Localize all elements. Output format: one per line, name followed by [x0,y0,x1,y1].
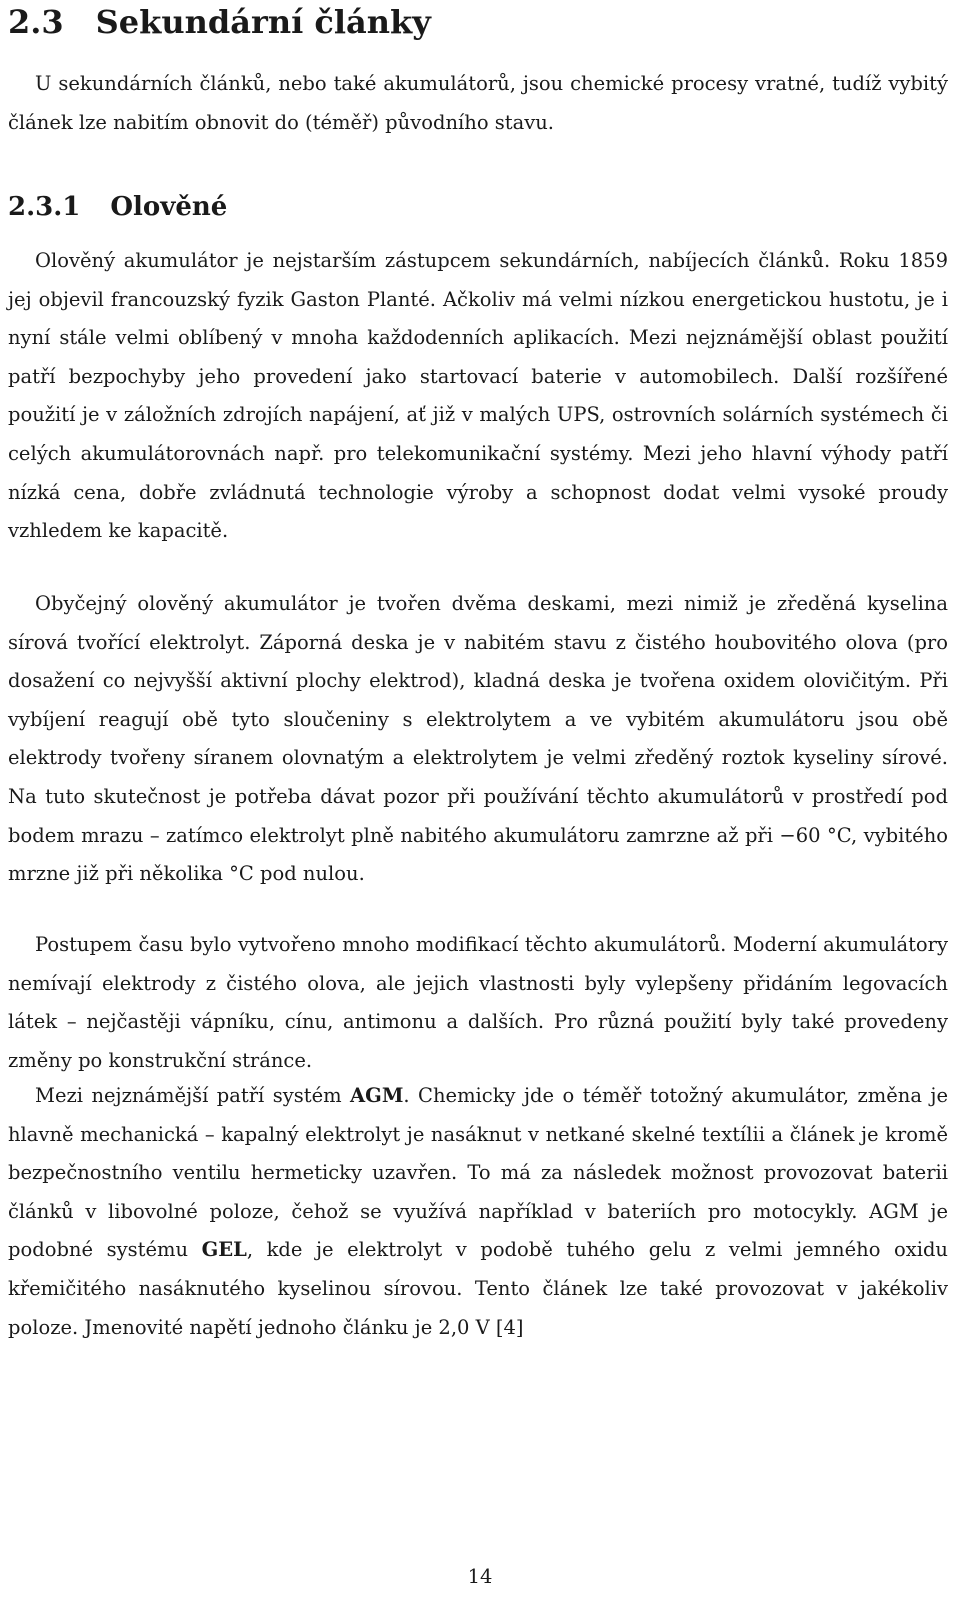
section-intro-paragraph: U sekundárních článků, nebo také akumulátorů, jsou chemické procesy vratné, tudíž vybitý článek lze nabitím obnovit do (téměř) původního stavu. [8,72,948,134]
section-heading [8,0,948,46]
subsection-number: 2.3.1 [8,192,81,222]
section-title: Sekundární články [95,3,431,41]
section-number: 2.3 [8,3,64,41]
gel-term: GEL [201,1238,247,1262]
paragraph-construction: Obyčejný olověný akumulátor je tvořen dvěma deskami, mezi nimiž je zředěná kyselina sírová tvořící elektrolyt. Záporná deska je v nabitém stavu z čistého houbovitého olova (pro dosažení co nejvyšší aktivní plochy elektrod), kladná deska je tvořena oxidem olovičitým. Při vybíjení reagují obě tyto sloučeniny s elektrolytem a ve vybitém akumulátoru jsou obě elektrody tvořeny síranem olovnatým a elektrolytem je velmi zředěný roztok kyseliny sírové. Na tuto skutečnost je potřeba dávat pozor při používání těchto akumulátorů v prostředí pod bodem mrazu – zatímco elektrolyt plně nabitého akumulátoru zamrzne až při −60 °C, vybitého mrzne již při několika °C pod nulou. [8,592,948,886]
subsection-heading [8,190,227,224]
document-page [8,0,948,1339]
page-number: 14 [467,1565,493,1588]
agm-text-3: , kde je elektrolyt v podobě tuhého gelu z velmi jemného oxidu křemičitého nasáknutého kyselinou sírovou. Tento článek lze také provozovat v jakékoliv poloze. Jmenovité napětí jednoho článku je 2,0 V [4] [8,1238,948,1339]
paragraph-modifications: Postupem času bylo vytvořeno mnoho modifikací těchto akumulátorů. Moderní akumulátory nemívají elektrody z čistého olova, ale jejich vlastnosti byly vylepšeny přidáním legovacích látek – nejčastěji vápníku, cínu, antimonu a dalších. Pro různá použití byly také provedeny změny po konstrukční stránce. [8,933,948,1072]
paragraph-history: Olověný akumulátor je nejstarším zástupcem sekundárních, nabíjecích článků. Roku 1859 jej objevil francouzský fyzik Gaston Planté. Ačkoliv má velmi nízkou energetickou hustotu, je i nyní stále velmi oblíbený v mnoha každodenních aplikacích. Mezi nejznámější oblast použití patří bezpochyby jeho provedení jako startovací baterie v automobilech. Další rozšířené použití je v záložních zdrojích napájení, ať již v malých UPS, ostrovních solárních systémech či celých akumulátorovnách např. pro telekomunikační systémy. Mezi jeho hlavní výhody patří nízká cena, dobře zvládnutá technologie výroby a schopnost dodat velmi vysoké proudy vzhledem ke kapacitě. [8,249,948,543]
agm-text-1: Mezi nejznámější patří systém [35,1084,351,1107]
paragraph-agm-gel [8,1077,948,1347]
agm-term: AGM [350,1084,404,1107]
subsection-title: Olověné [110,192,228,222]
agm-text-2: . Chemicky jde o téměř totožný akumulátor, změna je hlavně mechanická – kapalný elektrolyt je nasáknut v netkané skelné textílii a článek je kromě bezpečnostního ventilu hermeticky uzavřen. To má za následek možnost provozovat baterii článků v libovolné poloze, čehož se využívá například v bateriích pro motocykly. AGM je podobné systému [8,1084,948,1262]
